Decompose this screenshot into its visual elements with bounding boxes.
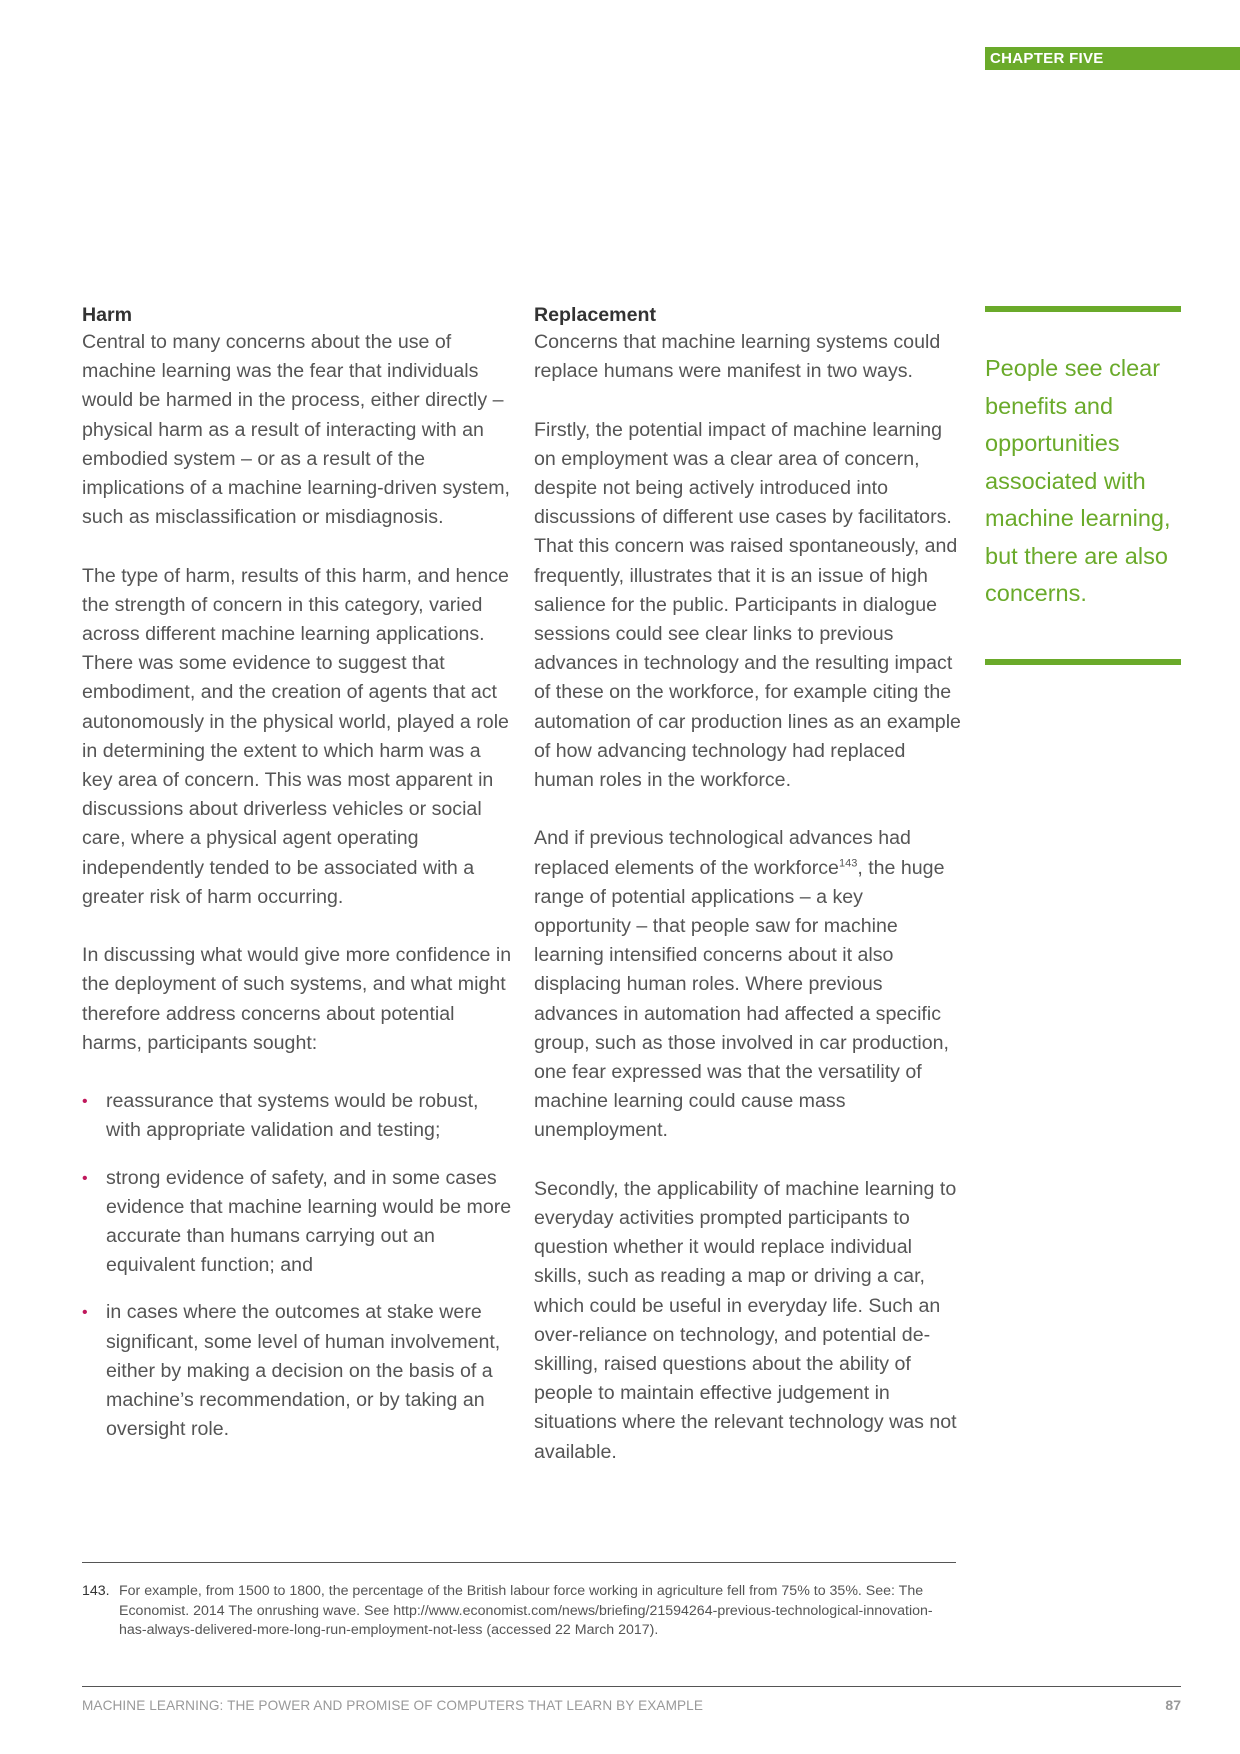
- bullet-icon: •: [82, 1304, 88, 1322]
- paragraph-3-end: , the huge range of potential applications – a key opportunity – that people saw for machine learning intensified concerns about it also displacing human roles. Where previous advances in automation had affected a specific group, such as those involved in car production, one fear expressed was that the versatility of machine learning could cause mass unemployment.: [534, 856, 949, 1142]
- list-item: [82, 1298, 512, 1444]
- footnote-reference[interactable]: 143: [838, 857, 858, 870]
- harm-paragraph-2: The type of harm, results of this harm, and hence the strength of concern in this category, varied across different machine learning applications. There was some evidence to suggest that embodiment, and the creation of agents that act autonomously in the physical world, played a role in determining the extent to which harm was a key area of concern. This was most apparent in discussions about driverless vehicles or social care, where a physical agent operating independently tended to be associated with a greater risk of harm occurring.: [82, 564, 509, 908]
- chapter-label: CHAPTER FIVE: [985, 47, 1240, 70]
- footnote-divider: [82, 1562, 956, 1563]
- paragraph-3-start: And if previous technological advances had replaced elements of the workforce: [534, 827, 911, 879]
- bullet-icon: •: [82, 1093, 88, 1111]
- footer-title: MACHINE LEARNING: THE POWER AND PROMISE OF COMPUTERS THAT LEARN BY EXAMPLE: [82, 1698, 703, 1713]
- footnote: [82, 1582, 956, 1641]
- harm-heading: Harm: [82, 304, 133, 326]
- replacement-heading: Replacement: [534, 304, 656, 326]
- replacement-paragraph-2: Firstly, the potential impact of machine learning on employment was a clear area of concern, despite not being actively introduced into discussions of different use cases by facilitators. That this concern was raised spontaneously, and frequently, illustrates that it is an issue of high salience for the public. Participants in dialogue sessions could see clear links to previous advances in technology and the resulting impact of these on the workforce, for example citing the automation of car production lines as an example of how advancing technology had replaced human roles in the workforce.: [534, 418, 961, 792]
- list-item: [82, 1087, 512, 1145]
- middle-column: [534, 302, 964, 1467]
- left-column: [82, 302, 512, 1462]
- footer-divider: [82, 1686, 1181, 1687]
- replacement-paragraph-3: [534, 824, 964, 1145]
- pull-quote: [985, 306, 1181, 665]
- page-number: 87: [1165, 1697, 1181, 1713]
- bullet-icon: •: [82, 1169, 88, 1187]
- harm-bullet-list: [82, 1087, 512, 1444]
- list-item-text: reassurance that systems would be robust, with appropriate validation and testing;: [106, 1090, 479, 1142]
- replacement-paragraph-1: Concerns that machine learning systems could replace humans were manifest in two ways.: [534, 331, 941, 383]
- pull-quote-text: People see clear benefits and opportunities associated with machine learning, but there are also concerns.: [985, 355, 1171, 606]
- list-item-text: in cases where the outcomes at stake were significant, some level of human involvement, either by making a decision on the basis of a machine’s recommendation, or by taking an oversight role.: [106, 1301, 501, 1441]
- footnote-text: For example, from 1500 to 1800, the percentage of the British labour force working in agriculture fell from 75% to 35%. See: The Economist. 2014 The onrushing wave. See http://www.economist.com/news/briefing/21594264-previous-technological-innovation-has-always-delivered-more-long-run-employment-not-less (accessed 22 March 2017).: [119, 1583, 933, 1638]
- footnote-number: 143.: [82, 1583, 110, 1599]
- harm-paragraph-3: In discussing what would give more confidence in the deployment of such systems, and what might therefore address concerns about potential harms, participants sought:: [82, 944, 512, 1054]
- list-item: [82, 1164, 512, 1281]
- harm-paragraph-1: Central to many concerns about the use of machine learning was the fear that individuals would be harmed in the process, either directly – physical harm as a result of interacting with an embodied system – or as a result of the implications of a machine learning-driven system, such as misclassification or misdiagnosis.: [82, 331, 510, 529]
- replacement-paragraph-4: Secondly, the applicability of machine learning to everyday activities prompted participants to question whether it would replace individual skills, such as reading a map or driving a car, which could be useful in everyday life. Such an over-reliance on technology, and potential de-skilling, raised questions about the ability of people to maintain effective judgement in situations where the relevant technology was not available.: [534, 1177, 957, 1463]
- list-item-text: strong evidence of safety, and in some cases evidence that machine learning would be more accurate than humans carrying out an equivalent function; and: [106, 1166, 512, 1277]
